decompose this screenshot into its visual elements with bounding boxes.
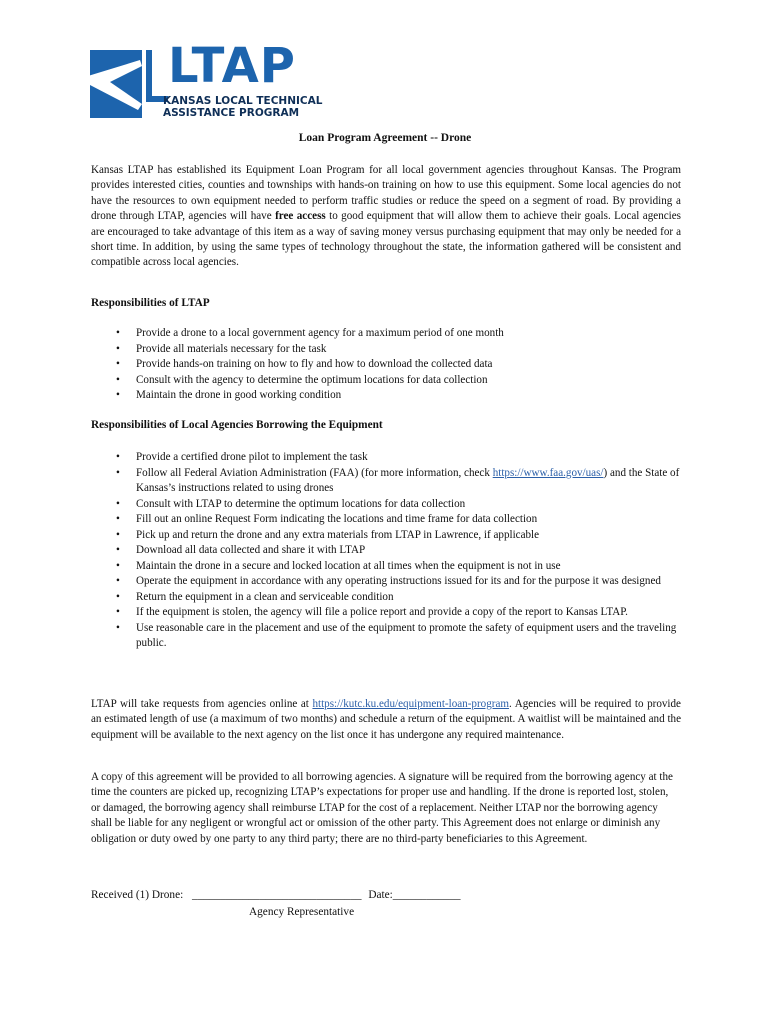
list-item-text: Follow all Federal Aviation Administration (FAA) (for more information, check [136, 466, 493, 479]
list-item [91, 621, 681, 652]
list-item [91, 342, 681, 358]
bullet-icon: • [116, 513, 120, 525]
bullet-icon: • [116, 621, 120, 634]
agreement-paragraph: A copy of this agreement will be provided to all borrowing agencies. A signature will be required from the borrowing agency at the time the counters are picked up, recognizing LTAP’s expectations for proper use and handling. If the drone is reported lost, stolen, or damaged, the borrowing agency shall reimburse LTAP for the cost of a replacement. Neither LTAP nor the borrowing agency shall be liable for any negligent or wrongful act or omission of the other party. This Agreement does not enlarge or diminish any obligation or duty owed by one party to any third party; there are no third-party beneficiaries to this Agreement. [91, 771, 673, 845]
bullet-icon: • [116, 451, 120, 463]
list-item-text: Consult with the agency to determine the optimum locations for data collection [136, 373, 488, 386]
faa-link[interactable]: https://www.faa.gov/uas/ [492, 466, 604, 479]
list-item-text: Provide hands-on training on how to fly and how to download the collected data [136, 358, 493, 370]
signature-row [91, 889, 461, 901]
bullet-icon: • [116, 497, 120, 510]
requests-text-2: . Agencies will be required to provide an estimated length of use (a maximum of two months) and schedule a return of the equipment. A waitlist will be maintained and the equipment will be available to the next agency on the list once it has undergone any required maintenance. [91, 698, 681, 741]
list-item [91, 388, 681, 404]
list-item-text: ) and the State of Kansas’s instructions related to using drones [136, 466, 680, 494]
received-label: Received (1) Drone: [91, 889, 184, 901]
list-item [91, 559, 681, 575]
bullet-icon: • [116, 389, 120, 401]
bullet-icon: • [116, 590, 120, 603]
list-item [91, 590, 681, 606]
requests-text-1: LTAP will take requests from agencies online at [91, 698, 313, 710]
list-item [91, 357, 681, 373]
bullet-icon: • [116, 327, 120, 339]
requests-paragraph [91, 697, 681, 743]
list-item-text: Pick up and return the drone and any extra materials from LTAP in Lawrence, if applicable [136, 528, 540, 541]
bullet-icon: • [116, 559, 120, 572]
intro-paragraph [91, 163, 681, 271]
logo-subtitle-line2: ASSISTANCE PROGRAM [163, 107, 300, 119]
list-item [91, 373, 681, 389]
intro-text-2: to good equipment that will allow them to achieve their goals. Local agencies are encouraged to take advantage of this item as a way of saving money versus purchasing equipment that may only be needed for a short time. In addition, by using the same types of technology throughout the state, the information gathered will be consistent and compatible across local agencies. [91, 210, 681, 269]
equipment-loan-link[interactable]: https://kutc.ku.edu/equipment-loan-program [312, 698, 509, 710]
list-item-text: Provide a certified drone pilot to implement the task [136, 451, 368, 463]
list-item-text: Download all data collected and share it with LTAP [136, 544, 366, 556]
ltap-logo [90, 38, 323, 122]
ltap-responsibilities-list [91, 326, 681, 404]
list-item-text: Return the equipment in a clean and serviceable condition [136, 590, 394, 603]
bullet-icon: • [116, 544, 120, 556]
list-item [91, 574, 681, 590]
agency-representative-caption: Agency Representative [249, 906, 355, 918]
ltap-responsibilities-heading: Responsibilities of LTAP [91, 297, 210, 309]
list-item-text: Use reasonable care in the placement and use of the equipment to promote the safety of equipment users and the traveling public. [136, 621, 677, 649]
bullet-icon: • [116, 358, 120, 370]
list-item [91, 497, 681, 513]
date-label: Date: [368, 889, 393, 901]
bullet-icon: • [116, 342, 120, 355]
bullet-icon: • [116, 575, 120, 587]
list-item-text: Fill out an online Request Form indicating the locations and time frame for data collection [136, 513, 538, 525]
list-item [91, 528, 681, 544]
intro-text-1: Kansas LTAP has established its Equipment Loan Program for all local government agencies throughout Kansas. The Program provides interested cities, counties and townships with hands-on training on how to use this equipment. Some local agencies do not have the resources to own equipment needed to perform traffic studies or reduce the speed on a segment of road. By providing a drone through LTAP, agencies will have [91, 164, 681, 223]
logo-wordmark: LTAP [168, 38, 296, 94]
bullet-icon: • [116, 466, 120, 479]
list-item [91, 543, 681, 559]
bullet-icon: • [116, 606, 120, 618]
bullet-icon: • [116, 528, 120, 541]
list-item [91, 450, 681, 466]
list-item-text: If the equipment is stolen, the agency will file a police report and provide a copy of the report to Kansas LTAP. [136, 606, 628, 618]
list-item-text: Provide a drone to a local government agency for a maximum period of one month [136, 327, 504, 339]
page-title: Loan Program Agreement -- Drone [298, 132, 472, 144]
ltap-logo-mark-icon [90, 44, 170, 120]
list-item-text: Operate the equipment in accordance with any operating instructions issued for its and for the purpose it was designed [136, 575, 661, 587]
signature-line[interactable]: ______________________________ [192, 889, 362, 901]
bullet-icon: • [116, 373, 120, 386]
agency-responsibilities-list [91, 450, 681, 652]
logo-subtitle-line1: KANSAS LOCAL TECHNICAL [163, 95, 323, 107]
list-item-text: Consult with LTAP to determine the optimum locations for data collection [136, 497, 466, 510]
list-item [91, 326, 681, 342]
list-item-text: Maintain the drone in a secure and locked location at all times when the equipment is not in use [136, 559, 561, 572]
agency-responsibilities-heading: Responsibilities of Local Agencies Borrowing the Equipment [91, 419, 383, 431]
date-line[interactable]: ____________ [392, 889, 461, 901]
list-item [91, 605, 681, 621]
list-item [91, 512, 681, 528]
list-item-text: Maintain the drone in good working condition [136, 389, 342, 401]
intro-bold: free access [275, 210, 326, 223]
list-item-text: Provide all materials necessary for the task [136, 342, 327, 355]
list-item [91, 466, 681, 497]
